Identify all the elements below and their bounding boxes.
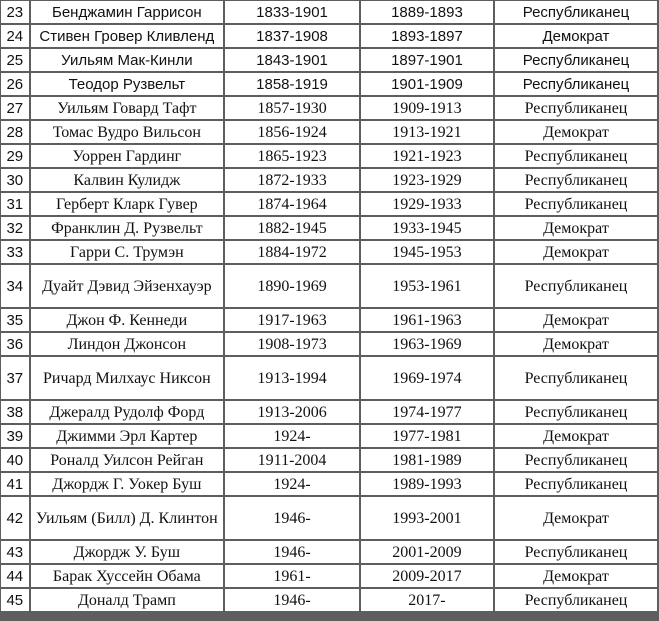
table-row [1,97,657,119]
party: Демократ [495,333,657,355]
row-number: 39 [1,425,29,447]
party: Республиканец [495,449,657,471]
term-years: 1977-1981 [361,425,493,447]
row-number: 43 [1,541,29,563]
life-years: 1890-1969 [225,265,359,307]
term-years: 1981-1989 [361,449,493,471]
life-years: 1908-1973 [225,333,359,355]
life-years: 1917-1963 [225,309,359,331]
row-number: 44 [1,565,29,587]
term-years: 1923-1929 [361,169,493,191]
party: Демократ [495,217,657,239]
term-years: 1921-1923 [361,145,493,167]
row-number: 30 [1,169,29,191]
president-name: Уоррен Гардинг [31,145,224,167]
table-row [1,241,657,263]
life-years: 1913-1994 [225,357,359,399]
row-number: 25 [1,49,29,71]
president-name: Калвин Кулидж [31,169,224,191]
president-name: Джимми Эрл Картер [31,425,224,447]
party: Республиканец [495,169,657,191]
life-years: 1837-1908 [225,25,359,47]
president-name: Теодор Рузвельт [31,73,224,95]
life-years: 1843-1901 [225,49,359,71]
term-years: 1945-1953 [361,241,493,263]
party: Демократ [495,497,657,539]
party: Республиканец [495,541,657,563]
table-row [1,401,657,423]
row-number: 23 [1,1,29,23]
row-number: 24 [1,25,29,47]
president-name: Гарри С. Трумэн [31,241,224,263]
term-years: 1901-1909 [361,73,493,95]
term-years: 2017- [361,589,493,611]
row-number: 33 [1,241,29,263]
row-number: 36 [1,333,29,355]
term-years: 2009-2017 [361,565,493,587]
row-number: 26 [1,73,29,95]
row-number: 31 [1,193,29,215]
table-row [1,309,657,331]
table-row [1,73,657,95]
party: Демократ [495,25,657,47]
party: Республиканец [495,193,657,215]
life-years: 1884-1972 [225,241,359,263]
president-name: Ричард Милхаус Никсон [31,357,224,399]
life-years: 1872-1933 [225,169,359,191]
row-number: 42 [1,497,29,539]
president-name: Доналд Трамп [31,589,224,611]
row-number: 45 [1,589,29,611]
life-years: 1913-2006 [225,401,359,423]
president-name: Стивен Гровер Кливленд [31,25,224,47]
party: Республиканец [495,589,657,611]
table-row [1,357,657,399]
president-name: Герберт Кларк Гувер [31,193,224,215]
life-years: 1856-1924 [225,121,359,143]
party: Демократ [495,565,657,587]
table-row [1,169,657,191]
term-years: 1963-1969 [361,333,493,355]
president-name: Барак Хуссейн Обама [31,565,224,587]
life-years: 1911-2004 [225,449,359,471]
party: Республиканец [495,265,657,307]
life-years: 1865-1923 [225,145,359,167]
table-row [1,565,657,587]
party: Республиканец [495,73,657,95]
party: Республиканец [495,401,657,423]
president-name: Линдон Джонсон [31,333,224,355]
party: Демократ [495,241,657,263]
row-number: 35 [1,309,29,331]
party: Республиканец [495,473,657,495]
term-years: 1893-1897 [361,25,493,47]
table-row [1,217,657,239]
term-years: 2001-2009 [361,541,493,563]
term-years: 1909-1913 [361,97,493,119]
life-years: 1857-1930 [225,97,359,119]
president-name: Уильям Говард Тафт [31,97,224,119]
table-row [1,473,657,495]
term-years: 1993-2001 [361,497,493,539]
row-number: 37 [1,357,29,399]
life-years: 1946- [225,589,359,611]
term-years: 1953-1961 [361,265,493,307]
life-years: 1874-1964 [225,193,359,215]
president-name: Джералд Рудолф Форд [31,401,224,423]
term-years: 1961-1963 [361,309,493,331]
table-row [1,497,657,539]
life-years: 1833-1901 [225,1,359,23]
table-row [1,333,657,355]
term-years: 1974-1977 [361,401,493,423]
term-years: 1929-1933 [361,193,493,215]
table-row [1,541,657,563]
president-name: Джордж Г. Уокер Буш [31,473,224,495]
term-years: 1933-1945 [361,217,493,239]
life-years: 1961- [225,565,359,587]
life-years: 1924- [225,425,359,447]
row-number: 34 [1,265,29,307]
row-number: 32 [1,217,29,239]
party: Демократ [495,309,657,331]
table-row [1,121,657,143]
table-row [1,49,657,71]
president-name: Бенджамин Гаррисон [31,1,224,23]
life-years: 1946- [225,541,359,563]
president-name: Дуайт Дэвид Эйзенхауэр [31,265,224,307]
table-row [1,449,657,471]
table-row [1,193,657,215]
row-number: 29 [1,145,29,167]
table-row [1,265,657,307]
life-years: 1882-1945 [225,217,359,239]
term-years: 1897-1901 [361,49,493,71]
president-name: Уильям Мак-Кинли [31,49,224,71]
term-years: 1969-1974 [361,357,493,399]
table-row [1,145,657,167]
life-years: 1946- [225,497,359,539]
party: Республиканец [495,357,657,399]
row-number: 40 [1,449,29,471]
party: Демократ [495,425,657,447]
term-years: 1989-1993 [361,473,493,495]
table-row [1,589,657,611]
president-name: Джон Ф. Кеннеди [31,309,224,331]
table-row [1,1,657,23]
president-name: Джордж У. Буш [31,541,224,563]
table-row [1,25,657,47]
term-years: 1889-1893 [361,1,493,23]
life-years: 1924- [225,473,359,495]
table-row [1,425,657,447]
row-number: 38 [1,401,29,423]
party: Республиканец [495,145,657,167]
life-years: 1858-1919 [225,73,359,95]
president-name: Франклин Д. Рузвельт [31,217,224,239]
party: Республиканец [495,1,657,23]
row-number: 27 [1,97,29,119]
party: Республиканец [495,49,657,71]
term-years: 1913-1921 [361,121,493,143]
president-name: Уильям (Билл) Д. Клинтон [31,497,224,539]
party: Демократ [495,121,657,143]
row-number: 41 [1,473,29,495]
row-number: 28 [1,121,29,143]
party: Республиканец [495,97,657,119]
president-name: Томас Вудро Вильсон [31,121,224,143]
president-name: Роналд Уилсон Рейган [31,449,224,471]
